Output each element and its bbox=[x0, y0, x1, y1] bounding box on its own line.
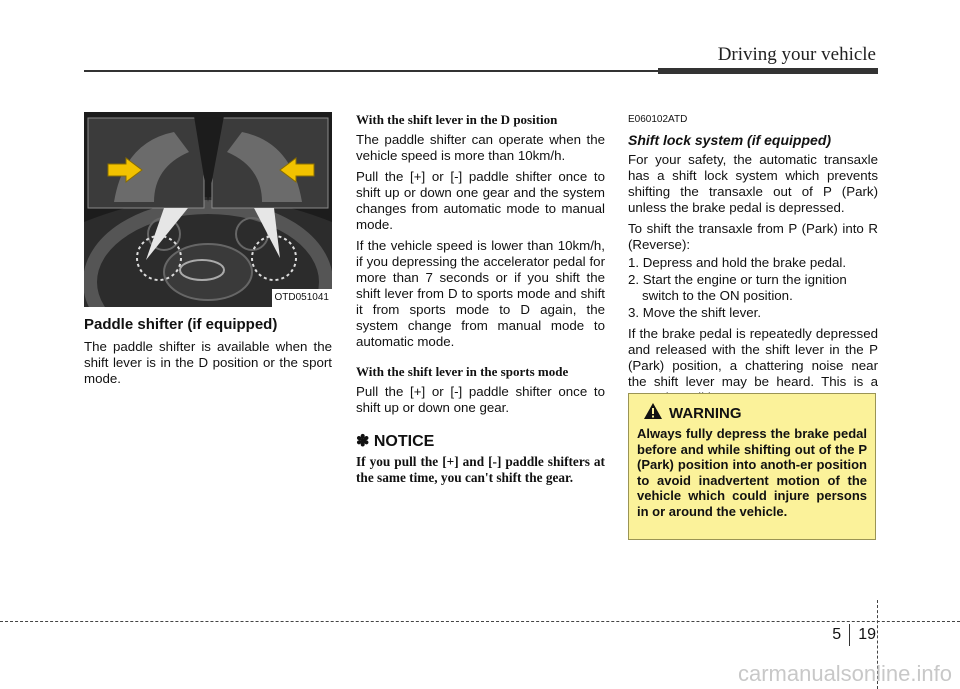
paragraph: For your safety, the automatic transaxle has a shift lock system which prevents shifting the transaxle out of P (Park) unless the brake pedal is depressed. bbox=[628, 152, 878, 215]
sports-mode-subheading: With the shift lever in the sports mode bbox=[356, 364, 569, 379]
warning-body: Always fully depress the brake pedal before and while shifting out of the P (Park) position into anoth-er position to avoid inadvertent motion of the vehicle which could injure persons in or around the vehicle. bbox=[637, 426, 867, 519]
warning-box bbox=[628, 393, 876, 540]
paragraph: The paddle shifter can operate when the vehicle speed is more than 10km/h. bbox=[356, 132, 605, 163]
warning-header bbox=[643, 402, 867, 424]
paddle-shifter-figure bbox=[84, 112, 332, 307]
page-number bbox=[832, 624, 876, 646]
d-position-subheading: With the shift lever in the D position bbox=[356, 112, 558, 127]
paddle-shifter-intro: The paddle shifter is available when the shift lever is in the D position or the sport mode. bbox=[84, 339, 332, 386]
footer-rule bbox=[0, 621, 960, 622]
column-1 bbox=[84, 112, 332, 392]
paragraph: Pull the [+] or [-] paddle shifter once to shift up or down one gear and the system changes from automatic mode to manual mode. bbox=[356, 169, 605, 232]
warning-icon bbox=[643, 402, 663, 424]
header-rule-accent bbox=[658, 68, 878, 74]
paragraph: If the brake pedal is repeatedly depressed and released with the shift lever in the P (Park) position, a chattering noise near the shift lever may be heard. This is a bbox=[628, 326, 878, 389]
page-number-divider bbox=[849, 624, 850, 646]
paragraph: To shift the transaxle from P (Park) into R (Reverse): bbox=[628, 221, 878, 252]
steering-wheel-illustration bbox=[84, 112, 332, 307]
paragraph: If the vehicle speed is lower than 10km/h, if you depressing the accelerator pedal for more than 7 seconds or if you shift the shift lever from D to sports mode and shift it from sports mode to D again, the system change from manual mode to automatic mode. bbox=[356, 238, 605, 349]
watermark: carmanualsonline.info bbox=[737, 661, 952, 686]
paragraph: Pull the [+] or [-] paddle shifter once to shift up or down one gear. bbox=[356, 384, 605, 415]
paddle-shifter-heading: Paddle shifter (if equipped) bbox=[84, 316, 278, 333]
list-item: 2. Start the engine or turn the ignition switch to the ON position. bbox=[628, 272, 847, 303]
list-item: 1. Depress and hold the brake pedal. bbox=[628, 255, 847, 270]
figure-code: OTD051041 bbox=[272, 289, 332, 307]
section-title: Driving your vehicle bbox=[717, 44, 876, 65]
column-2 bbox=[356, 112, 605, 486]
notice-title: ✽ NOTICE bbox=[356, 433, 435, 450]
steps-list bbox=[628, 255, 878, 321]
column-3 bbox=[628, 112, 878, 411]
page-in-chapter: 19 bbox=[858, 626, 876, 643]
chapter-number: 5 bbox=[832, 626, 842, 643]
shift-lock-heading: Shift lock system (if equipped) bbox=[628, 132, 832, 148]
list-item: 3. Move the shift lever. bbox=[628, 305, 762, 320]
notice-body: If you pull the [+] and [-] paddle shifters at the same time, you can't shift the gear. bbox=[356, 454, 605, 485]
warning-title: WARNING bbox=[669, 404, 742, 422]
section-code: E060102ATD bbox=[628, 114, 688, 125]
